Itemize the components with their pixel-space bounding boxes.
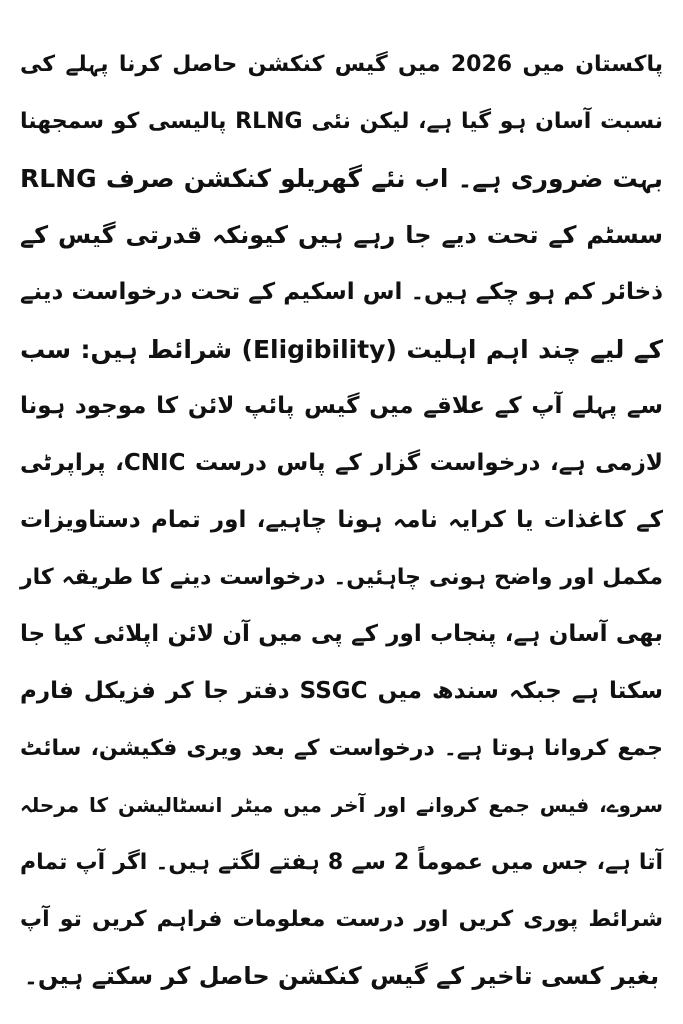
text-line-9: کے کاغذات یا کرایہ نامہ ہونا چاہیے، اور تمام دستاویزات [20, 507, 663, 533]
text-line-15: آتا ہے، جس میں عموماً 2 سے 8 ہفتے لگتے ہیں۔ اگر آپ تمام [20, 850, 663, 875]
text-line-11: بھی آسان ہے، پنجاب اور کے پی میں آن لائن اپلائی کیا جا [20, 621, 663, 647]
text-line-14: سروے، فیس جمع کروانے اور آخر میں میٹر انسٹالیشن کا مرحلہ [20, 793, 663, 817]
text-line-13: جمع کروانا ہوتا ہے۔ درخواست کے بعد ویری فکیشن، سائٹ [20, 736, 663, 761]
article-text [20, 36, 663, 1006]
text-line-1: پاکستان میں 2026 میں گیس کنکشن حاصل کرنا پہلے کی [20, 52, 663, 77]
text-line-6: کے لیے چند اہم اہلیت (Eligibility) شرائط ہیں: سب [20, 335, 663, 364]
text-line-7: سے پہلے آپ کے علاقے میں گیس پائپ لائن کا موجود ہونا [20, 393, 663, 419]
text-line-4: سسٹم کے تحت دیے جا رہے ہیں کیونکہ قدرتی گیس کے [20, 221, 663, 249]
text-line-8: لازمی ہے، درخواست گزار کے پاس درست CNIC، پراپرٹی [20, 450, 664, 476]
text-line-12: سکتا ہے جبکہ سندھ میں SSGC دفتر جا کر فزیکل فارم [20, 678, 663, 704]
text-line-5: ذخائر کم ہو چکے ہیں۔ اس اسکیم کے تحت درخواست دینے [20, 279, 663, 305]
text-line-2: نسبت آسان ہو گیا ہے، لیکن نئی RLNG پالیسی کو سمجھنا [20, 109, 663, 134]
text-line-16: شرائط پوری کریں اور درست معلومات فراہم کریں تو آپ [20, 907, 663, 932]
text-line-17: بغیر کسی تاخیر کے گیس کنکشن حاصل کر سکتے ہیں۔ [23, 962, 660, 990]
text-line-10: مکمل اور واضح ہونی چاہئیں۔ درخواست دینے کا طریقہ کار [20, 565, 663, 590]
text-line-3: بہت ضروری ہے۔ اب نئے گھریلو کنکشن صرف RLNG [20, 164, 663, 193]
